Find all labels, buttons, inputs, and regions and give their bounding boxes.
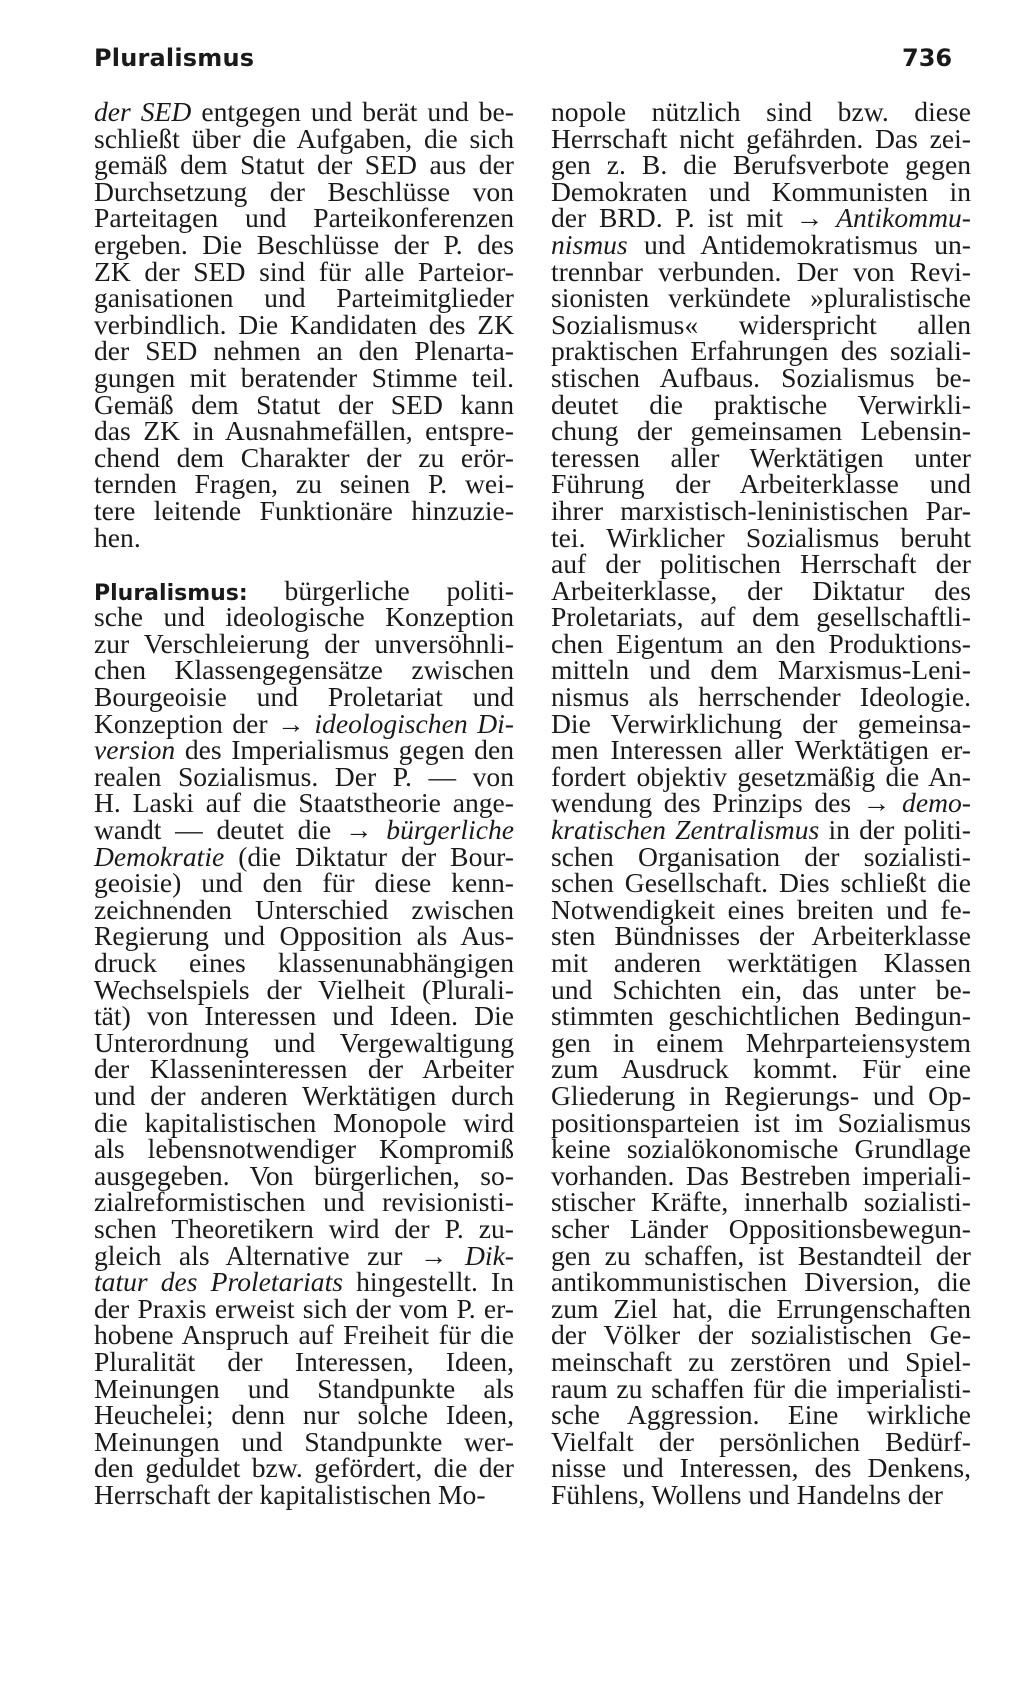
text-line: [94, 388, 514, 420]
text-line: [551, 548, 971, 580]
text-line: [94, 282, 514, 314]
text-segment: Gliederung in Regierungs- und Op-: [551, 1079, 971, 1111]
text-line: [551, 947, 971, 978]
text-line: [94, 1106, 514, 1138]
text-line: [94, 228, 514, 260]
text-segment: ZK der SED sind für alle Parteior-: [94, 255, 514, 287]
text-line: [94, 1266, 514, 1298]
text-segment: nisse und Interessen, des Denkens,: [551, 1452, 971, 1484]
text-segment: Fühlens, Wollens und Handelns der: [551, 1478, 943, 1510]
text-line: [551, 1452, 971, 1484]
text-segment: Proletariats, auf dem gesellschaftli-: [551, 601, 971, 633]
text-segment: Gemäß dem Statut der SED kann: [94, 388, 514, 420]
text-segment: tere leitende Funktionäre hinzuzie-: [94, 494, 514, 526]
text-line: [94, 1000, 514, 1032]
cross-reference-term: Antikommu-: [836, 202, 971, 234]
text-segment: gemäß dem Statut der SED aus der: [94, 149, 514, 181]
text-line: [94, 175, 514, 207]
text-line: [94, 1053, 514, 1085]
text-line: [551, 1079, 971, 1111]
text-segment: das ZK in Ausnahmefällen, entspre-: [94, 415, 514, 447]
running-head: Pluralismus: [94, 44, 255, 72]
cross-reference-term: ideologischen Di-: [314, 707, 514, 739]
text-line: [94, 893, 514, 925]
text-line: [551, 1159, 971, 1191]
text-segment: H. Laski auf die Staatstheorie ange-: [94, 787, 514, 819]
text-segment: Meinungen und Standpunkte als: [94, 1372, 514, 1404]
text-segment: ausgegeben. Von bürgerlichen, so-: [94, 1159, 514, 1191]
text-line: [551, 1186, 971, 1218]
text-line: [94, 1239, 514, 1271]
cross-reference-term: nismus: [551, 228, 628, 260]
cross-reference-term: Dik-: [464, 1239, 514, 1271]
text-line: [551, 734, 971, 766]
text-line: [551, 441, 971, 473]
text-line: [551, 1372, 971, 1404]
text-line: [94, 122, 514, 154]
text-segment: Führung der Arbeiterklasse und: [551, 468, 971, 500]
text-line: [94, 494, 514, 526]
text-line: [551, 415, 971, 447]
text-segment: hingestellt. In: [342, 1266, 514, 1298]
cross-reference-term: bürgerliche: [386, 814, 514, 846]
text-line: [551, 1399, 971, 1431]
text-segment: Konzeption der →: [94, 707, 315, 739]
text-segment: druck eines klassenunabhängigen: [94, 947, 514, 978]
text-line: [94, 149, 514, 181]
text-segment: sten Bündnisses der Arbeiterklasse: [551, 920, 971, 952]
text-line: [551, 1212, 971, 1244]
text-segment: Arbeiterklasse, der Diktatur des: [551, 574, 971, 606]
text-line: [551, 1425, 971, 1457]
text-line: [551, 255, 971, 287]
text-segment: Regierung und Opposition als Aus-: [94, 920, 514, 952]
text-line: [94, 787, 514, 819]
text-segment: zur Verschleierung der unversöhnli-: [94, 627, 514, 659]
text-segment: auf der politischen Herrschaft der: [551, 548, 971, 580]
text-segment: nismus als herrschender Ideologie.: [551, 681, 971, 713]
text-segment: in der politi-: [819, 814, 971, 846]
text-line: [94, 1425, 514, 1457]
text-segment: meinschaft zu zerstören und Spiel-: [551, 1345, 971, 1377]
text-line: [551, 494, 971, 526]
text-segment: ergeben. Die Beschlüsse der P. des: [94, 228, 514, 260]
text-line: [94, 920, 514, 952]
text-line: [551, 973, 971, 1005]
text-segment: Demokraten und Kommunisten in: [551, 175, 971, 207]
text-segment: entgegen und berät und be-: [191, 96, 514, 127]
text-line: [551, 1345, 971, 1377]
text-segment: vorhanden. Das Bestreben imperiali-: [551, 1159, 971, 1191]
text-segment: keine sozialökonomische Grundlage: [551, 1133, 971, 1165]
text-segment: als lebensnotwendiger Kompromiß: [94, 1133, 514, 1165]
text-segment: schließt über die Aufgaben, die sich: [94, 122, 514, 154]
text-line: [94, 1319, 514, 1351]
text-segment: Sozialismus« widerspricht allen: [551, 308, 971, 340]
text-segment: gen zu schaffen, ist Bestandteil der: [551, 1239, 971, 1271]
text-line: [94, 1372, 514, 1404]
text-segment: und Antidemokratismus un-: [627, 228, 971, 260]
text-segment: (die Diktatur der Bour-: [224, 840, 514, 872]
text-line: [551, 308, 971, 340]
text-line: [94, 1186, 514, 1218]
text-segment: Unterordnung und Vergewaltigung: [94, 1026, 514, 1058]
text-line: [94, 1079, 514, 1111]
text-segment: teressen aller Werktätigen unter: [551, 441, 971, 473]
text-segment: ihrer marxistisch-leninistischen Par-: [551, 494, 971, 526]
text-segment: schen Organisation der sozialisti-: [551, 840, 971, 872]
text-segment: bürgerliche politi-: [247, 574, 514, 606]
text-line: [551, 175, 971, 207]
text-segment: Bourgeoisie und Proletariat und: [94, 681, 514, 713]
text-line: [551, 388, 971, 420]
text-segment: nopole nützlich sind bzw. diese: [551, 96, 971, 127]
text-segment: men Interessen aller Werktätigen er-: [551, 734, 971, 766]
text-line: [94, 867, 514, 899]
text-segment: und der anderen Werktätigen durch: [94, 1079, 514, 1111]
text-segment: gen in einem Mehrparteiensystem: [551, 1026, 971, 1058]
text-segment: tät) von Interessen und Ideen. Die: [94, 1000, 514, 1032]
text-segment: praktischen Erfahrungen des soziali-: [551, 335, 971, 367]
cross-reference-term: Demokratie: [94, 840, 225, 872]
text-line: [551, 361, 971, 393]
text-line: [551, 601, 971, 633]
text-segment: der Klasseninteressen der Arbeiter: [94, 1053, 514, 1085]
text-segment: Die Verwirklichung der gemeinsa-: [551, 707, 971, 739]
text-segment: ternden Fragen, zu seinen P. wei-: [94, 468, 514, 500]
text-segment: realen Sozialismus. Der P. — von: [94, 760, 514, 792]
text-segment: gen z. B. die Berufsverbote gegen: [551, 149, 971, 181]
text-line: [94, 255, 514, 287]
text-line: [551, 654, 971, 686]
text-line: [94, 335, 514, 367]
text-segment: stischer Kräfte, innerhalb sozialisti-: [551, 1186, 971, 1218]
text-segment: Parteitagen und Parteikonferenzen: [94, 202, 514, 234]
page-number: 736: [902, 44, 953, 72]
text-line: [94, 840, 514, 872]
text-line: [94, 1399, 514, 1431]
text-line: [94, 96, 514, 127]
text-segment: chung der gemeinsamen Lebensin-: [551, 415, 971, 447]
text-segment: zum Ausdruck kommt. Für eine: [551, 1053, 971, 1085]
text-line: [94, 574, 514, 606]
text-line: [551, 1026, 971, 1058]
text-segment: Meinungen und Standpunkte wer-: [94, 1425, 514, 1457]
text-segment: antikommunistischen Diversion, die: [551, 1266, 971, 1298]
text-line: [551, 893, 971, 925]
text-line: [551, 149, 971, 181]
text-line: [551, 1053, 971, 1085]
text-line: [551, 840, 971, 872]
text-line: [551, 867, 971, 899]
text-segment: mit anderen werktätigen Klassen: [551, 947, 971, 978]
text-segment: verbindlich. Die Kandidaten des ZK: [94, 308, 514, 340]
text-line: [94, 947, 514, 978]
text-segment: raum zu schaffen für die imperialisti-: [551, 1372, 971, 1404]
paragraph-gap: [94, 551, 514, 578]
text-line: [551, 707, 971, 739]
text-line: [94, 1159, 514, 1191]
text-line: [551, 1292, 971, 1324]
text-line: [94, 308, 514, 340]
text-line: [551, 468, 971, 500]
text-segment: geoisie) und den für diese kenn-: [94, 867, 514, 899]
text-line: [94, 760, 514, 792]
text-line: [94, 601, 514, 633]
text-line: [551, 627, 971, 659]
text-segment: zialreformistischen und revisionisti-: [94, 1186, 514, 1218]
text-segment: der Praxis erweist sich der vom P. er-: [94, 1292, 514, 1324]
text-segment: mitteln und dem Marxismus-Leni-: [551, 654, 971, 686]
text-segment: zum Ziel hat, die Errungenschaften: [551, 1292, 971, 1324]
text-segment: zeichnenden Unterschied zwischen: [94, 893, 514, 925]
text-segment: wandt — deutet die →: [94, 814, 387, 846]
cross-reference-term: demo-: [902, 787, 971, 819]
text-line: [94, 1292, 514, 1324]
text-line: [551, 1000, 971, 1032]
text-segment: stischen Aufbaus. Sozialismus be-: [551, 361, 971, 393]
text-segment: Heuchelei; denn nur solche Ideen,: [94, 1399, 514, 1431]
text-segment: tei. Wirklicher Sozialismus beruht: [551, 521, 971, 553]
text-segment: Vielfalt der persönlichen Bedürf-: [551, 1425, 971, 1457]
text-line: [551, 282, 971, 314]
text-segment: und Schichten ein, das unter be-: [551, 973, 971, 1005]
text-line: [94, 654, 514, 686]
text-line: [551, 335, 971, 367]
text-line: [94, 707, 514, 739]
text-line: [94, 1026, 514, 1058]
text-line: [551, 920, 971, 952]
text-line: [94, 1452, 514, 1484]
text-segment: Pluralität der Interessen, Ideen,: [94, 1345, 514, 1377]
text-line: [551, 574, 971, 606]
text-line: [94, 441, 514, 473]
text-line: [94, 973, 514, 1005]
text-segment: positionsparteien ist im Sozialismus: [551, 1106, 971, 1138]
text-segment: der BRD. P. ist mit →: [551, 202, 837, 234]
left-column: [94, 96, 514, 1510]
text-segment: der SED nehmen an den Plenarta-: [94, 335, 514, 367]
text-segment: gungen mit beratender Stimme teil.: [94, 361, 514, 393]
text-segment: den geduldet bzw. gefördert, die der: [94, 1452, 514, 1484]
text-line: [94, 521, 514, 553]
cross-reference-term: tatur des Proletariats: [94, 1266, 343, 1298]
text-segment: chen Eigentum an den Produktions-: [551, 627, 971, 659]
text-line: [94, 361, 514, 393]
text-line: [94, 1212, 514, 1244]
text-line: [551, 1133, 971, 1165]
text-segment: Herrschaft der kapitalistischen Mo-: [94, 1478, 486, 1510]
text-line: [551, 760, 971, 792]
text-line: [551, 1319, 971, 1351]
text-line: [551, 814, 971, 846]
text-line: [551, 1239, 971, 1271]
text-line: [551, 96, 971, 127]
text-line: [551, 202, 971, 234]
text-line: [551, 681, 971, 713]
text-line: [94, 1345, 514, 1377]
text-segment: deutet die praktische Verwirkli-: [551, 388, 971, 420]
right-column: [551, 96, 971, 1510]
text-line: [551, 1478, 971, 1510]
text-segment: gleich als Alternative zur →: [94, 1239, 465, 1271]
text-segment: der Völker der sozialistischen Ge-: [551, 1319, 971, 1351]
text-line: [551, 521, 971, 553]
text-segment: sche und ideologische Konzeption: [94, 601, 514, 633]
text-segment: des Imperialismus gegen den: [175, 734, 514, 766]
text-line: [94, 681, 514, 713]
text-line: [94, 1478, 514, 1510]
text-segment: Herrschaft nicht gefährden. Das zei-: [551, 122, 971, 154]
text-segment: trennbar verbunden. Der von Revi-: [551, 255, 971, 287]
cross-reference-term: version: [94, 734, 176, 766]
text-segment: schen Gesellschaft. Dies schließt die: [551, 867, 971, 899]
text-segment: Notwendigkeit eines breiten und fe-: [551, 893, 971, 925]
text-segment: sionisten verkündete »pluralistische: [551, 282, 971, 314]
text-line: [94, 1133, 514, 1165]
text-line: [551, 122, 971, 154]
text-line: [551, 228, 971, 260]
text-segment: chen Klassengegensätze zwischen: [94, 654, 514, 686]
text-segment: scher Länder Oppositionsbewegun-: [551, 1212, 971, 1244]
cross-reference-term: kratischen Zentralismus: [551, 814, 820, 846]
entry-headword: Pluralismus:: [94, 580, 248, 606]
text-segment: chend dem Charakter der zu erör-: [94, 441, 514, 473]
text-line: [94, 627, 514, 659]
text-segment: ganisationen und Parteimitglieder: [94, 282, 514, 314]
text-segment: wendung des Prinzips des →: [551, 787, 903, 819]
text-segment: Wechselspiels der Vielheit (Plurali-: [94, 973, 514, 1005]
cross-reference-term: der SED: [94, 96, 192, 127]
text-segment: Durchsetzung der Beschlüsse von: [94, 175, 514, 207]
text-line: [94, 814, 514, 846]
text-line: [551, 1266, 971, 1298]
text-line: [551, 1106, 971, 1138]
text-line: [94, 468, 514, 500]
text-segment: hen.: [94, 521, 141, 553]
text-line: [94, 415, 514, 447]
text-line: [94, 734, 514, 766]
text-line: [551, 787, 971, 819]
text-segment: sche Aggression. Eine wirkliche: [551, 1399, 971, 1431]
text-segment: fordert objektiv gesetzmäßig die An-: [551, 760, 971, 792]
text-segment: schen Theoretikern wird der P. zu-: [94, 1212, 514, 1244]
text-line: [94, 202, 514, 234]
text-segment: die kapitalistischen Monopole wird: [94, 1106, 514, 1138]
text-segment: hobene Anspruch auf Freiheit für die: [94, 1319, 514, 1351]
text-segment: stimmten geschichtlichen Bedingun-: [551, 1000, 971, 1032]
